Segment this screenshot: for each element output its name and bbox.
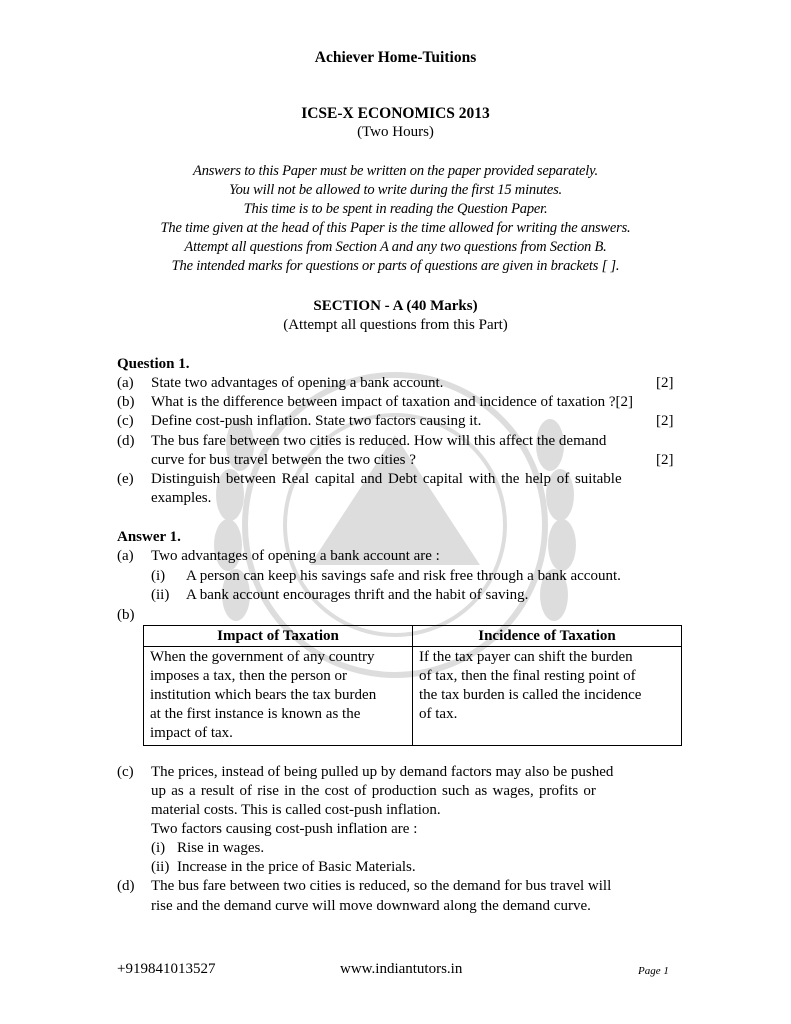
answer-text: up as a result of rise in the cost of production such as wages, profits or (151, 783, 596, 799)
point-label: (ii) (151, 859, 170, 875)
table-row (144, 647, 682, 746)
instruction-line: This time is to be spent in reading the Question Paper. (243, 201, 548, 217)
point-label: (i) (151, 840, 166, 856)
exam-title: ICSE-X ECONOMICS 2013 (301, 105, 490, 122)
table-header-row (144, 626, 682, 647)
section-note: (Attempt all questions from this Part) (283, 317, 508, 333)
instruction-line: Answers to this Paper must be written on the paper provided separately. (193, 163, 598, 179)
answer-text: rise and the demand curve will move downward along the demand curve. (151, 898, 591, 914)
answer-heading: Answer 1. (117, 529, 181, 545)
table-cell-impact (144, 647, 413, 746)
question-marks: [2] (656, 375, 674, 391)
answer-text: material costs. This is called cost-push inflation. (151, 802, 441, 818)
table-header: Impact of Taxation (144, 626, 413, 647)
question-text: examples. (151, 490, 212, 506)
instruction-line: You will not be allowed to write during the first 15 minutes. (229, 182, 562, 198)
question-marks: [2] (656, 452, 674, 468)
section-title: SECTION - A (40 Marks) (313, 298, 478, 314)
question-text: Define cost-push inflation. State two factors causing it. (151, 413, 482, 429)
table-header: Incidence of Taxation (413, 626, 682, 647)
institute-name: Achiever Home-Tuitions (314, 49, 477, 66)
point-text: A person can keep his savings safe and risk free through a bank account. (186, 568, 621, 584)
cell-line: impact of tax. (150, 725, 233, 741)
instruction-line: The intended marks for questions or parts of questions are given in brackets [ ]. (171, 258, 620, 274)
cell-line: When the government of any country (150, 649, 375, 665)
cell-line: the tax burden is called the incidence (419, 687, 642, 703)
answer-label: (b) (117, 607, 135, 623)
answer-label: (d) (117, 878, 135, 894)
answer-text: Two advantages of opening a bank account are : (151, 548, 440, 564)
table-cell-incidence (413, 647, 682, 746)
instruction-line: The time given at the head of this Paper is the time allowed for writing the answers. (160, 220, 631, 236)
point-text: Increase in the price of Basic Materials. (177, 859, 416, 875)
answer-text: The prices, instead of being pulled up by demand factors may also be pushed (151, 764, 614, 780)
answer-text: Two factors causing cost-push inflation are : (151, 821, 418, 837)
question-text: Distinguish between Real capital and Debt capital with the help of suitable (151, 471, 622, 487)
question-heading: Question 1. (117, 356, 190, 372)
point-text: Rise in wages. (177, 840, 265, 856)
question-text: State two advantages of opening a bank account. (151, 375, 444, 391)
question-label: (d) (117, 433, 135, 449)
cell-line: If the tax payer can shift the burden (419, 649, 633, 665)
question-text: The bus fare between two cities is reduced. How will this affect the demand (151, 433, 607, 449)
question-text: curve for bus travel between the two cities ? (151, 452, 416, 468)
cell-line: imposes a tax, then the person or (150, 668, 348, 684)
answer-label: (c) (117, 764, 134, 780)
taxation-comparison-table (143, 625, 682, 746)
cell-line: institution which bears the tax burden (150, 687, 377, 703)
cell-line: at the first instance is known as the (150, 706, 361, 722)
point-label: (i) (151, 568, 166, 584)
question-text: What is the difference between impact of taxation and incidence of taxation ?[2] (151, 394, 634, 410)
answer-text: The bus fare between two cities is reduced, so the demand for bus travel will (151, 878, 612, 894)
footer-phone: +919841013527 (117, 961, 216, 977)
cell-line: of tax, then the final resting point of (419, 668, 636, 684)
point-text: A bank account encourages thrift and the habit of saving. (186, 587, 529, 603)
cell-line: of tax. (419, 706, 458, 722)
question-label: (b) (117, 394, 135, 410)
instruction-line: Attempt all questions from Section A and any two questions from Section B. (184, 239, 607, 255)
page-number: Page 1 (638, 965, 669, 977)
footer-website[interactable]: www.indiantutors.in (340, 961, 463, 977)
question-label: (a) (117, 375, 134, 391)
question-label: (e) (117, 471, 134, 487)
exam-duration: (Two Hours) (357, 124, 434, 140)
question-label: (c) (117, 413, 134, 429)
question-marks: [2] (656, 413, 674, 429)
point-label: (ii) (151, 587, 170, 603)
answer-label: (a) (117, 548, 134, 564)
